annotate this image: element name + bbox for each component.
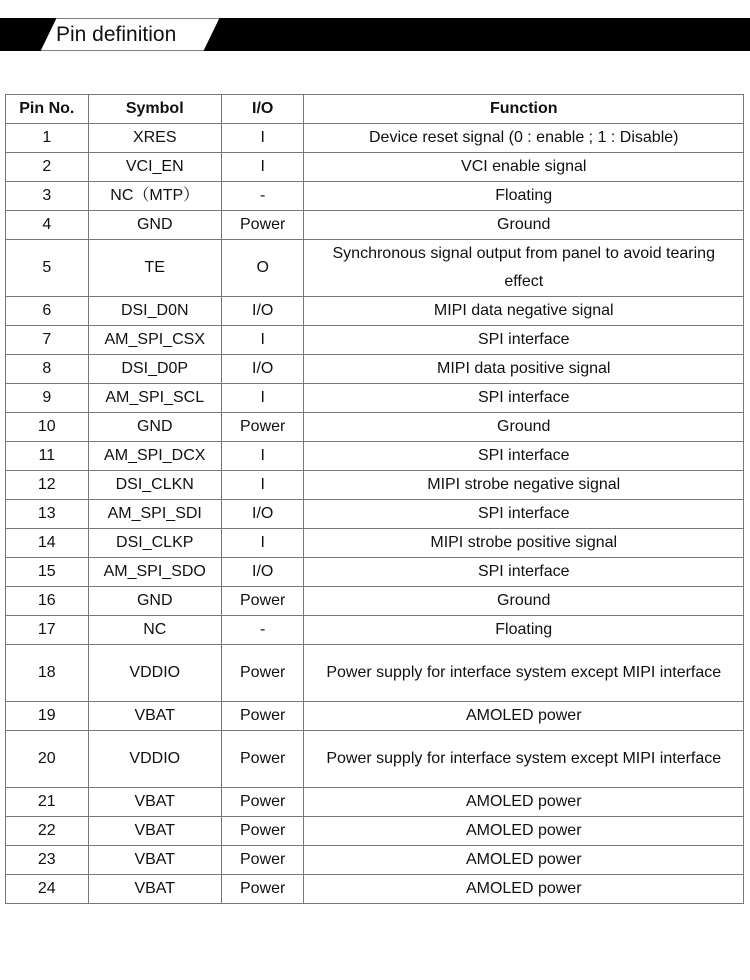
table-row (6, 182, 744, 211)
symbol-cell: GND (88, 211, 221, 240)
symbol-cell: AM_SPI_SCL (88, 384, 221, 413)
table-row (6, 875, 744, 904)
column-header-pin: Pin No. (6, 95, 89, 124)
symbol-cell: VBAT (88, 702, 221, 731)
io-cell: Power (221, 788, 304, 817)
io-cell: Power (221, 875, 304, 904)
table-row (6, 442, 744, 471)
pin-number-cell: 21 (6, 788, 89, 817)
io-cell: I (221, 529, 304, 558)
pin-definition-table (5, 94, 744, 904)
symbol-cell: DSI_CLKP (88, 529, 221, 558)
function-cell: SPI interface (304, 500, 744, 529)
symbol-cell: VCI_EN (88, 153, 221, 182)
table-row (6, 326, 744, 355)
table-row (6, 240, 744, 297)
symbol-cell: NC (88, 616, 221, 645)
table-row (6, 846, 744, 875)
function-cell: Device reset signal (0 : enable ; 1 : Disable) (304, 124, 744, 153)
io-cell: I (221, 326, 304, 355)
symbol-cell: VBAT (88, 875, 221, 904)
symbol-cell: NC（MTP） (88, 182, 221, 211)
symbol-cell: VBAT (88, 817, 221, 846)
function-cell: SPI interface (304, 384, 744, 413)
function-cell: AMOLED power (304, 846, 744, 875)
io-cell: Power (221, 817, 304, 846)
pin-number-cell: 13 (6, 500, 89, 529)
io-cell: I/O (221, 558, 304, 587)
table-row (6, 558, 744, 587)
symbol-cell: VDDIO (88, 645, 221, 702)
table-body (6, 124, 744, 904)
pin-number-cell: 23 (6, 846, 89, 875)
table-row (6, 153, 744, 182)
io-cell: I (221, 471, 304, 500)
table-row (6, 471, 744, 500)
pin-number-cell: 8 (6, 355, 89, 384)
pin-number-cell: 9 (6, 384, 89, 413)
table-row (6, 529, 744, 558)
function-cell: MIPI data negative signal (304, 297, 744, 326)
function-cell: Ground (304, 211, 744, 240)
table-row (6, 500, 744, 529)
pin-number-cell: 18 (6, 645, 89, 702)
io-cell: - (221, 182, 304, 211)
function-cell: SPI interface (304, 442, 744, 471)
io-cell: I (221, 384, 304, 413)
pin-number-cell: 1 (6, 124, 89, 153)
table-row (6, 124, 744, 153)
function-cell: SPI interface (304, 326, 744, 355)
function-cell: AMOLED power (304, 788, 744, 817)
table-row (6, 817, 744, 846)
pin-number-cell: 10 (6, 413, 89, 442)
symbol-cell: VDDIO (88, 731, 221, 788)
table-row (6, 413, 744, 442)
io-cell: I/O (221, 297, 304, 326)
io-cell: I (221, 153, 304, 182)
pin-number-cell: 24 (6, 875, 89, 904)
io-cell: O (221, 240, 304, 297)
function-cell: Power supply for interface system except MIPI interface (304, 731, 744, 788)
symbol-cell: XRES (88, 124, 221, 153)
pin-number-cell: 3 (6, 182, 89, 211)
table-row (6, 355, 744, 384)
function-cell: Power supply for interface system except MIPI interface (304, 645, 744, 702)
io-cell: Power (221, 211, 304, 240)
pin-number-cell: 15 (6, 558, 89, 587)
symbol-cell: VBAT (88, 846, 221, 875)
pin-number-cell: 6 (6, 297, 89, 326)
column-header-symbol: Symbol (88, 95, 221, 124)
io-cell: I/O (221, 355, 304, 384)
table-row (6, 702, 744, 731)
table-row (6, 616, 744, 645)
pin-number-cell: 17 (6, 616, 89, 645)
io-cell: Power (221, 645, 304, 702)
symbol-cell: GND (88, 413, 221, 442)
pin-number-cell: 20 (6, 731, 89, 788)
table-row (6, 645, 744, 702)
pin-number-cell: 2 (6, 153, 89, 182)
pin-number-cell: 22 (6, 817, 89, 846)
function-cell: Floating (304, 616, 744, 645)
pin-number-cell: 16 (6, 587, 89, 616)
function-cell: AMOLED power (304, 702, 744, 731)
function-cell: VCI enable signal (304, 153, 744, 182)
function-cell: Synchronous signal output from panel to avoid tearing effect (304, 240, 744, 297)
pin-number-cell: 14 (6, 529, 89, 558)
symbol-cell: AM_SPI_DCX (88, 442, 221, 471)
symbol-cell: AM_SPI_SDO (88, 558, 221, 587)
column-header-io: I/O (221, 95, 304, 124)
io-cell: I (221, 442, 304, 471)
io-cell: I (221, 124, 304, 153)
io-cell: - (221, 616, 304, 645)
table-row (6, 587, 744, 616)
io-cell: Power (221, 413, 304, 442)
symbol-cell: DSI_D0P (88, 355, 221, 384)
function-cell: MIPI data positive signal (304, 355, 744, 384)
io-cell: Power (221, 702, 304, 731)
function-cell: MIPI strobe negative signal (304, 471, 744, 500)
table-row (6, 297, 744, 326)
symbol-cell: DSI_CLKN (88, 471, 221, 500)
function-cell: AMOLED power (304, 817, 744, 846)
function-cell: Floating (304, 182, 744, 211)
pin-number-cell: 12 (6, 471, 89, 500)
table-row (6, 731, 744, 788)
table-row (6, 788, 744, 817)
io-cell: Power (221, 587, 304, 616)
table-row (6, 211, 744, 240)
io-cell: I/O (221, 500, 304, 529)
column-header-function: Function (304, 95, 744, 124)
function-cell: MIPI strobe positive signal (304, 529, 744, 558)
function-cell: Ground (304, 413, 744, 442)
symbol-cell: DSI_D0N (88, 297, 221, 326)
symbol-cell: VBAT (88, 788, 221, 817)
symbol-cell: AM_SPI_CSX (88, 326, 221, 355)
pin-number-cell: 7 (6, 326, 89, 355)
table-row (6, 384, 744, 413)
symbol-cell: GND (88, 587, 221, 616)
pin-number-cell: 4 (6, 211, 89, 240)
table-header-row (6, 95, 744, 124)
symbol-cell: AM_SPI_SDI (88, 500, 221, 529)
function-cell: AMOLED power (304, 875, 744, 904)
io-cell: Power (221, 846, 304, 875)
section-title: Pin definition (56, 23, 177, 46)
pin-number-cell: 11 (6, 442, 89, 471)
pin-number-cell: 19 (6, 702, 89, 731)
function-cell: Ground (304, 587, 744, 616)
io-cell: Power (221, 731, 304, 788)
function-cell: SPI interface (304, 558, 744, 587)
pin-number-cell: 5 (6, 240, 89, 297)
symbol-cell: TE (88, 240, 221, 297)
